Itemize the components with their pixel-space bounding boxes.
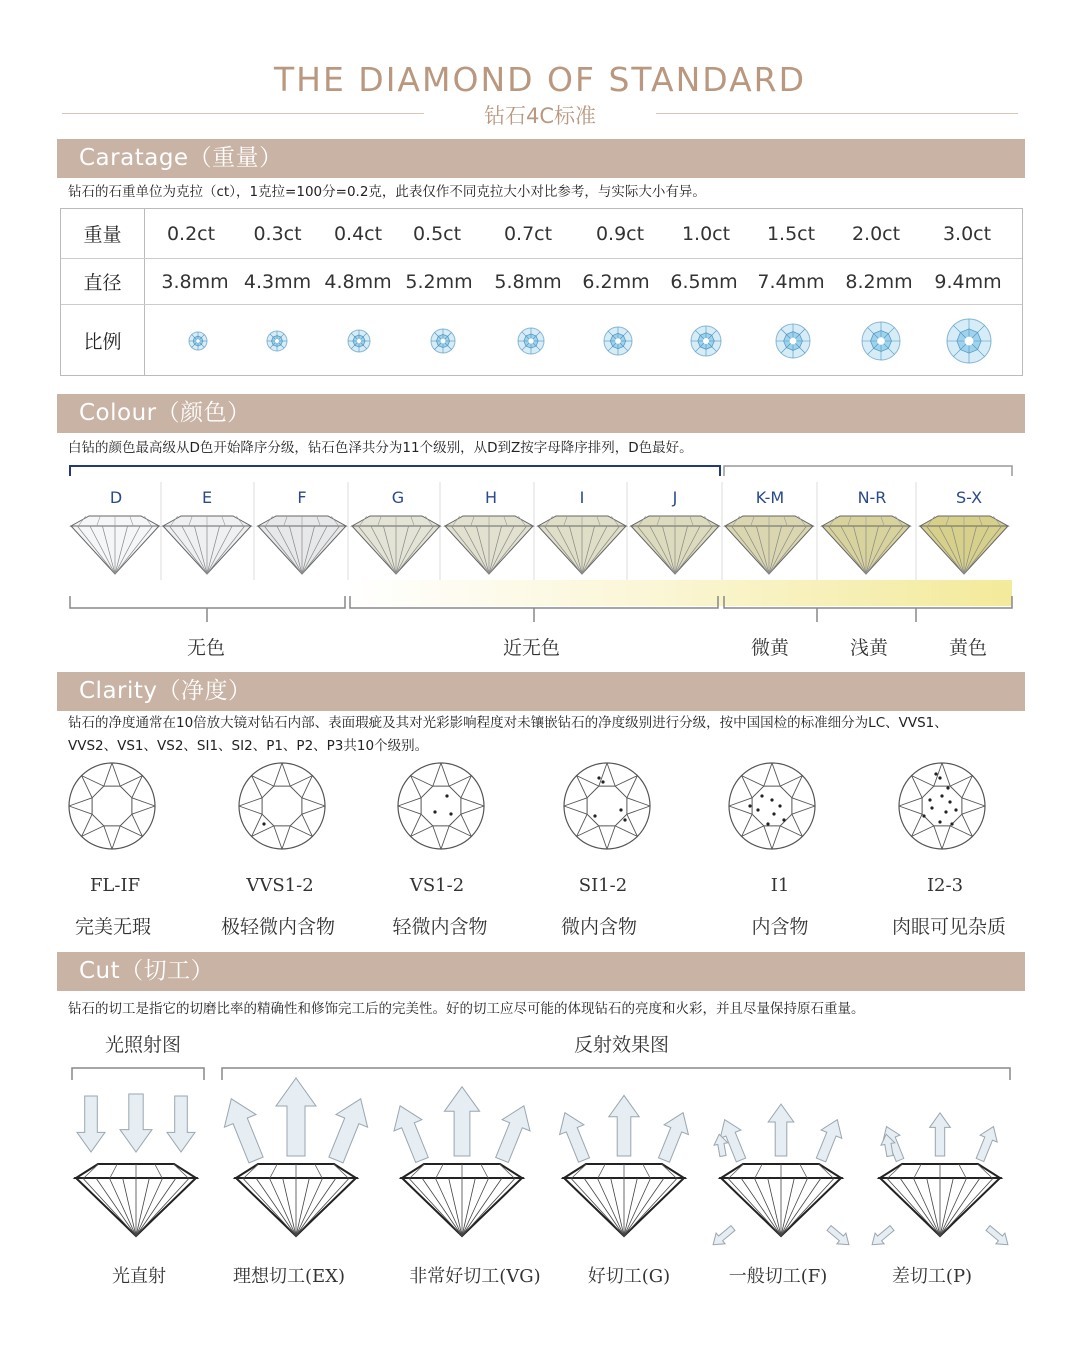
colour-section-header: Colour（颜色） xyxy=(57,394,1025,433)
size-diamond-icon xyxy=(267,331,287,351)
inclusion-dot xyxy=(433,810,436,813)
weight-cell: 1.0ct xyxy=(681,222,731,245)
size-diamond-icon xyxy=(189,332,207,350)
cut-diamond-diagram xyxy=(713,1104,849,1245)
cut-label: 一般切工(F) xyxy=(728,1266,828,1287)
colour-group-colorless: 无色 xyxy=(187,637,226,659)
colour-grade-label: I xyxy=(579,488,585,507)
light-arrow-icon xyxy=(930,1113,951,1156)
clarity-code: I2-3 xyxy=(926,875,964,896)
colour-diamond-icon xyxy=(445,516,533,574)
diameter-cell: 5.2mm xyxy=(405,270,473,293)
clarity-section-header: Clarity（净度） xyxy=(57,672,1025,711)
colour-grade-label: F xyxy=(297,488,307,507)
diameter-cell: 5.8mm xyxy=(494,270,562,293)
light-arrow-icon xyxy=(872,1226,894,1245)
light-arrow-icon xyxy=(714,1134,728,1156)
size-diamond-icon xyxy=(348,330,370,352)
row-label-weight: 重量 xyxy=(61,209,145,258)
clarity-name: 极轻微内含物 xyxy=(220,916,335,938)
light-arrow-icon xyxy=(816,1120,842,1162)
colour-grade-label: D xyxy=(109,488,123,507)
clarity-diamond-diagram xyxy=(899,763,985,849)
clarity-name: 轻微内含物 xyxy=(392,916,488,938)
clarity-diamond-diagram xyxy=(398,763,484,849)
inclusion-dot xyxy=(601,780,604,783)
colour-grade-label: G xyxy=(391,488,405,507)
light-arrow-icon xyxy=(167,1096,195,1152)
light-arrow-icon xyxy=(444,1087,479,1156)
inclusion-dot xyxy=(940,794,943,797)
diameter-cell: 4.8mm xyxy=(324,270,392,293)
colour-grade-label: J xyxy=(672,488,678,507)
colour-diamond-icon xyxy=(163,516,251,574)
cut-diamond-diagram xyxy=(394,1087,530,1236)
cut-label: 非常好切工(VG) xyxy=(409,1266,541,1287)
scale-row xyxy=(61,305,1022,375)
inclusion-dot xyxy=(928,798,931,801)
colour-grade-label: N-R xyxy=(857,488,887,507)
size-diamond-icon xyxy=(862,322,900,360)
light-arrow-icon xyxy=(276,1078,316,1156)
colour-grade-label: H xyxy=(484,488,498,507)
diameter-cell: 9.4mm xyxy=(934,270,1002,293)
light-arrow-icon xyxy=(986,1226,1008,1245)
top-bracket-kx xyxy=(724,466,1012,476)
inclusion-dot xyxy=(778,804,781,807)
colour-group-yellow: 黄色 xyxy=(949,637,988,659)
colour-group-faint-yellow: 微黄 xyxy=(751,637,790,659)
cut-label: 光直射 xyxy=(112,1266,166,1287)
row-label-diameter: 直径 xyxy=(61,259,145,304)
colour-grade-label: E xyxy=(201,488,213,507)
inclusion-dot xyxy=(449,812,452,815)
light-arrow-icon xyxy=(329,1099,368,1163)
weight-cell: 0.2ct xyxy=(166,222,216,245)
inclusion-dot xyxy=(922,814,925,817)
size-comparison-diamonds xyxy=(61,305,1022,375)
clarity-diamond-diagram xyxy=(239,763,325,849)
clarity-diamond-diagram xyxy=(69,763,155,849)
clarity-diamond-diagram xyxy=(564,763,650,849)
clarity-diamond-diagram xyxy=(729,763,815,849)
inclusion-dot xyxy=(262,822,265,825)
bracket-reflection xyxy=(222,1068,1010,1080)
weight-cell: 3.0ct xyxy=(942,222,992,245)
light-arrow-icon xyxy=(120,1094,152,1152)
clarity-diagrams xyxy=(0,760,1080,860)
colour-group-light-yellow: 浅黄 xyxy=(850,637,889,659)
light-arrow-icon xyxy=(827,1226,849,1245)
light-diagram-heading: 光照射图 xyxy=(105,1034,182,1056)
light-arrow-icon xyxy=(394,1106,428,1163)
colour-diamond-icon xyxy=(258,516,346,574)
size-diamond-icon xyxy=(431,329,455,353)
inclusion-dot xyxy=(938,820,941,823)
colour-group-near-colorless: 近无色 xyxy=(503,637,561,659)
light-arrow-icon xyxy=(77,1096,105,1152)
page-title: THE DIAMOND OF STANDARD xyxy=(273,60,807,99)
inclusion-dot xyxy=(593,814,596,817)
inclusion-dot xyxy=(619,808,622,811)
inclusion-dot xyxy=(756,808,759,811)
inclusion-dot xyxy=(445,794,448,797)
weight-row xyxy=(61,209,1022,259)
clarity-code: VVS1-2 xyxy=(246,875,314,896)
light-arrow-icon xyxy=(659,1113,689,1163)
cut-diamond-diagram xyxy=(224,1078,367,1236)
top-bracket-dj xyxy=(70,466,720,476)
weight-cell: 0.5ct xyxy=(412,222,462,245)
caratage-description: 钻石的石重单位为克拉（ct），1克拉=100分=0.2克，此表仅作不同克拉大小对比参考，与实际大小有异。 xyxy=(68,184,706,200)
colour-diamond-icon xyxy=(631,516,719,574)
inclusion-dot xyxy=(948,800,951,803)
clarity-code: FL-IF xyxy=(89,875,141,896)
weight-cell: 0.3ct xyxy=(253,222,302,245)
clarity-description-line1: 钻石的净度通常在10倍放大镜对钻石内部、表面瑕疵及其对光彩影响程度对未镶嵌钻石的净度级别进行分级，按中国国检的标准细分为LC、VVS1、 xyxy=(68,715,948,731)
clarity-code: VS1-2 xyxy=(409,875,465,896)
weight-cell: 0.7ct xyxy=(503,222,553,245)
colour-diamond-icon xyxy=(920,516,1008,574)
cut-description: 钻石的切工是指它的切磨比率的精确性和修饰完工后的完美性。好的切工应尽可能的体现钻石的亮度和火彩，并且尽量保持原石重量。 xyxy=(68,1001,865,1017)
caratage-table xyxy=(60,208,1023,376)
weight-cell: 2.0ct xyxy=(851,222,901,245)
yellow-gradient-strip xyxy=(350,580,1012,606)
light-arrow-icon xyxy=(224,1099,263,1163)
inclusion-dot xyxy=(938,776,941,779)
inclusion-dot xyxy=(770,798,773,801)
light-arrow-icon xyxy=(609,1095,639,1156)
clarity-name: 内含物 xyxy=(751,916,809,938)
colour-diamond-icon xyxy=(538,516,626,574)
light-arrow-icon xyxy=(560,1113,590,1163)
light-arrow-icon xyxy=(768,1104,794,1156)
caratage-section-header: Caratage（重量） xyxy=(57,139,1025,178)
colour-diamond-icon xyxy=(71,516,159,574)
reflection-diagram-heading: 反射效果图 xyxy=(574,1034,670,1056)
inclusion-dot xyxy=(782,818,785,821)
diameter-cell: 6.5mm xyxy=(670,270,738,293)
clarity-code: SI1-2 xyxy=(578,875,628,896)
colour-diamond-icon xyxy=(822,516,910,574)
weight-cell: 0.4ct xyxy=(333,222,383,245)
colour-grade-label: S-X xyxy=(955,488,983,507)
cut-diamond-diagram xyxy=(76,1094,196,1236)
light-arrow-icon xyxy=(496,1106,530,1163)
clarity-name: 肉眼可见杂质 xyxy=(891,916,1006,938)
page-subtitle: 钻石4C标准 xyxy=(483,104,597,128)
inclusion-dot xyxy=(944,810,947,813)
diameter-cell: 3.8mm xyxy=(161,270,229,293)
cut-label: 好切工(G) xyxy=(587,1266,671,1287)
diameter-cell: 4.3mm xyxy=(243,270,312,293)
inclusion-dot xyxy=(772,812,775,815)
bracket-light xyxy=(72,1068,204,1080)
diameter-cell: 6.2mm xyxy=(582,270,650,293)
diameter-row xyxy=(61,259,1022,305)
colour-description: 白钻的颜色最高级从D色开始降序分级，钻石色泽共分为11个级别，从D到Z按字母降序排列，D色最好。 xyxy=(68,440,693,456)
cut-diamond-diagram xyxy=(872,1113,1008,1245)
inclusion-dot xyxy=(760,794,763,797)
clarity-description-line2: VVS2、VS1、VS2、SI1、SI2、P1、P2、P3共10个级别。 xyxy=(68,738,429,754)
colour-scale-graphic xyxy=(0,462,1080,622)
size-diamond-icon xyxy=(691,326,721,356)
cut-label: 理想切工(EX) xyxy=(233,1266,345,1287)
size-diamond-icon xyxy=(776,324,810,358)
colour-diamond-icon xyxy=(725,516,813,574)
size-diamond-icon xyxy=(947,319,991,363)
inclusion-dot xyxy=(597,776,600,779)
colour-grade-label: K-M xyxy=(755,488,785,507)
inclusion-dot xyxy=(950,822,953,825)
cut-label: 差切工(P) xyxy=(891,1266,973,1287)
diameter-cell: 7.4mm xyxy=(757,270,825,293)
inclusion-dot xyxy=(748,804,751,807)
inclusion-dot xyxy=(766,822,769,825)
light-arrow-icon xyxy=(976,1127,997,1162)
cut-diamond-diagram xyxy=(560,1095,689,1236)
clarity-name: 完美无瑕 xyxy=(74,916,151,938)
diameter-cell: 8.2mm xyxy=(845,270,913,293)
row-label-scale: 比例 xyxy=(61,305,145,375)
clarity-name: 微内含物 xyxy=(560,916,637,938)
colour-diamond-icon xyxy=(352,516,440,574)
weight-cell: 0.9ct xyxy=(595,222,645,245)
inclusion-dot xyxy=(954,808,957,811)
weight-cell: 1.5ct xyxy=(766,222,816,245)
size-diamond-icon xyxy=(518,328,544,354)
cut-diagrams xyxy=(0,1060,1080,1260)
clarity-code: I1 xyxy=(770,875,790,896)
inclusion-dot xyxy=(623,818,626,821)
inclusion-dot xyxy=(934,772,937,775)
light-arrow-icon xyxy=(713,1226,735,1245)
size-diamond-icon xyxy=(604,327,632,355)
inclusion-dot xyxy=(930,806,933,809)
cut-section-header: Cut（切工） xyxy=(57,952,1025,991)
inclusion-dot xyxy=(946,786,949,789)
